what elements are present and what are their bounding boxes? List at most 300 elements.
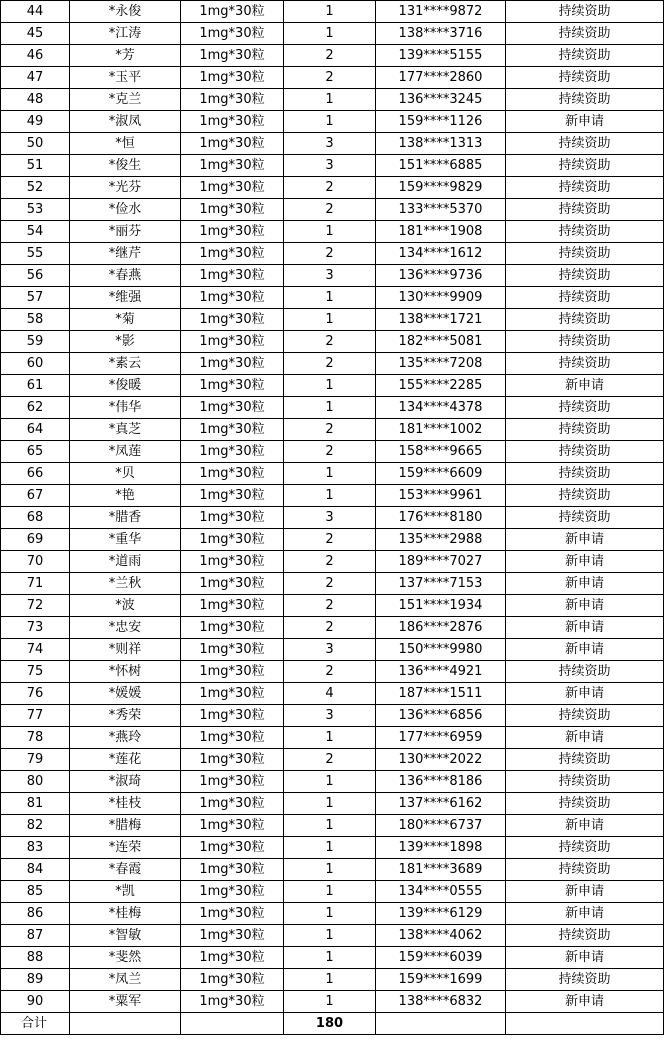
phone-number: 139****1898 <box>376 837 506 859</box>
total-row <box>1 1013 664 1035</box>
drug-spec: 1mg*30粒 <box>181 243 284 265</box>
phone-number: 159****6039 <box>376 947 506 969</box>
patient-name: *道雨 <box>70 551 181 573</box>
drug-spec: 1mg*30粒 <box>181 507 284 529</box>
phone-number: 182****5081 <box>376 331 506 353</box>
quantity: 3 <box>284 133 376 155</box>
phone-number: 135****7208 <box>376 353 506 375</box>
row-number: 86 <box>1 903 70 925</box>
table-row <box>1 441 664 463</box>
table-row <box>1 67 664 89</box>
aid-status: 持续资助 <box>506 793 664 815</box>
row-number: 62 <box>1 397 70 419</box>
patient-name: *重华 <box>70 529 181 551</box>
quantity: 2 <box>284 441 376 463</box>
row-number: 83 <box>1 837 70 859</box>
total-empty-cell <box>376 1013 506 1035</box>
patient-name: *俭水 <box>70 199 181 221</box>
aid-status: 持续资助 <box>506 463 664 485</box>
table-row <box>1 551 664 573</box>
drug-spec: 1mg*30粒 <box>181 111 284 133</box>
phone-number: 159****9829 <box>376 177 506 199</box>
quantity: 1 <box>284 287 376 309</box>
row-number: 49 <box>1 111 70 133</box>
patient-name: *丽芬 <box>70 221 181 243</box>
row-number: 77 <box>1 705 70 727</box>
drug-spec: 1mg*30粒 <box>181 331 284 353</box>
patient-name: *粟军 <box>70 991 181 1013</box>
patient-name: *素云 <box>70 353 181 375</box>
phone-number: 137****7153 <box>376 573 506 595</box>
quantity: 3 <box>284 155 376 177</box>
drug-spec: 1mg*30粒 <box>181 287 284 309</box>
patient-name: *波 <box>70 595 181 617</box>
quantity: 2 <box>284 595 376 617</box>
quantity: 1 <box>284 881 376 903</box>
patient-name: *伟华 <box>70 397 181 419</box>
table-row <box>1 925 664 947</box>
drug-spec: 1mg*30粒 <box>181 309 284 331</box>
table-row <box>1 771 664 793</box>
row-number: 53 <box>1 199 70 221</box>
row-number: 82 <box>1 815 70 837</box>
quantity: 2 <box>284 529 376 551</box>
quantity: 1 <box>284 947 376 969</box>
phone-number: 176****8180 <box>376 507 506 529</box>
total-empty-cell <box>70 1013 181 1035</box>
patient-name: *影 <box>70 331 181 353</box>
row-number: 72 <box>1 595 70 617</box>
quantity: 1 <box>284 1 376 23</box>
phone-number: 138****3716 <box>376 23 506 45</box>
aid-status: 新申请 <box>506 881 664 903</box>
table-row <box>1 639 664 661</box>
row-number: 78 <box>1 727 70 749</box>
table-row <box>1 749 664 771</box>
aid-status: 持续资助 <box>506 837 664 859</box>
drug-spec: 1mg*30粒 <box>181 749 284 771</box>
drug-spec: 1mg*30粒 <box>181 441 284 463</box>
aid-status: 持续资助 <box>506 353 664 375</box>
drug-spec: 1mg*30粒 <box>181 67 284 89</box>
row-number: 90 <box>1 991 70 1013</box>
drug-spec: 1mg*30粒 <box>181 221 284 243</box>
aid-status: 持续资助 <box>506 287 664 309</box>
drug-spec: 1mg*30粒 <box>181 375 284 397</box>
aid-status: 持续资助 <box>506 485 664 507</box>
drug-spec: 1mg*30粒 <box>181 199 284 221</box>
row-number: 69 <box>1 529 70 551</box>
table-row <box>1 287 664 309</box>
aid-status: 新申请 <box>506 617 664 639</box>
row-number: 80 <box>1 771 70 793</box>
drug-spec: 1mg*30粒 <box>181 771 284 793</box>
patient-name: *兰秋 <box>70 573 181 595</box>
aid-status: 持续资助 <box>506 331 664 353</box>
phone-number: 134****0555 <box>376 881 506 903</box>
row-number: 57 <box>1 287 70 309</box>
quantity: 1 <box>284 485 376 507</box>
aid-status: 新申请 <box>506 595 664 617</box>
aid-status: 持续资助 <box>506 925 664 947</box>
phone-number: 155****2285 <box>376 375 506 397</box>
patient-name: *怀树 <box>70 661 181 683</box>
patient-name: *贝 <box>70 463 181 485</box>
patient-name: *春燕 <box>70 265 181 287</box>
aid-status: 新申请 <box>506 947 664 969</box>
patient-name: *智敏 <box>70 925 181 947</box>
row-number: 47 <box>1 67 70 89</box>
row-number: 46 <box>1 45 70 67</box>
row-number: 85 <box>1 881 70 903</box>
table-row <box>1 463 664 485</box>
patient-name: *真芝 <box>70 419 181 441</box>
patient-name: *永俊 <box>70 1 181 23</box>
row-number: 66 <box>1 463 70 485</box>
row-number: 50 <box>1 133 70 155</box>
total-empty-cell <box>506 1013 664 1035</box>
row-number: 84 <box>1 859 70 881</box>
patient-name: *淑凤 <box>70 111 181 133</box>
phone-number: 137****6162 <box>376 793 506 815</box>
table-row <box>1 155 664 177</box>
phone-number: 159****6609 <box>376 463 506 485</box>
aid-status: 新申请 <box>506 375 664 397</box>
aid-status: 新申请 <box>506 639 664 661</box>
patient-name: *春霞 <box>70 859 181 881</box>
drug-spec: 1mg*30粒 <box>181 793 284 815</box>
drug-spec: 1mg*30粒 <box>181 705 284 727</box>
aid-status: 持续资助 <box>506 265 664 287</box>
drug-spec: 1mg*30粒 <box>181 815 284 837</box>
patient-name: *忠安 <box>70 617 181 639</box>
patient-name: *莲花 <box>70 749 181 771</box>
quantity: 2 <box>284 419 376 441</box>
row-number: 68 <box>1 507 70 529</box>
drug-spec: 1mg*30粒 <box>181 595 284 617</box>
drug-spec: 1mg*30粒 <box>181 881 284 903</box>
phone-number: 189****7027 <box>376 551 506 573</box>
phone-number: 136****6856 <box>376 705 506 727</box>
table-row <box>1 661 664 683</box>
drug-spec: 1mg*30粒 <box>181 661 284 683</box>
patient-name: *连荣 <box>70 837 181 859</box>
aid-status: 新申请 <box>506 683 664 705</box>
drug-spec: 1mg*30粒 <box>181 551 284 573</box>
phone-number: 135****2988 <box>376 529 506 551</box>
table-row <box>1 331 664 353</box>
row-number: 87 <box>1 925 70 947</box>
phone-number: 159****1126 <box>376 111 506 133</box>
row-number: 61 <box>1 375 70 397</box>
aid-status: 新申请 <box>506 529 664 551</box>
quantity: 1 <box>284 925 376 947</box>
quantity: 1 <box>284 815 376 837</box>
drug-spec: 1mg*30粒 <box>181 155 284 177</box>
drug-spec: 1mg*30粒 <box>181 485 284 507</box>
row-number: 48 <box>1 89 70 111</box>
table-row <box>1 485 664 507</box>
row-number: 79 <box>1 749 70 771</box>
table-row <box>1 353 664 375</box>
table-row <box>1 23 664 45</box>
aid-status: 新申请 <box>506 991 664 1013</box>
aid-status: 持续资助 <box>506 89 664 111</box>
phone-number: 136****8186 <box>376 771 506 793</box>
quantity: 2 <box>284 749 376 771</box>
patient-name: *腊梅 <box>70 815 181 837</box>
patient-name: *维强 <box>70 287 181 309</box>
table-row <box>1 111 664 133</box>
row-number: 89 <box>1 969 70 991</box>
phone-number: 130****9909 <box>376 287 506 309</box>
quantity: 3 <box>284 507 376 529</box>
quantity: 1 <box>284 727 376 749</box>
patient-name: *燕玲 <box>70 727 181 749</box>
patient-name: *斐然 <box>70 947 181 969</box>
phone-number: 151****1934 <box>376 595 506 617</box>
total-label: 合计 <box>1 1013 70 1035</box>
phone-number: 186****2876 <box>376 617 506 639</box>
table-row <box>1 991 664 1013</box>
patient-name: *桂枝 <box>70 793 181 815</box>
table-row <box>1 859 664 881</box>
patient-name: *继芹 <box>70 243 181 265</box>
phone-number: 134****1612 <box>376 243 506 265</box>
aid-status: 持续资助 <box>506 1 664 23</box>
drug-spec: 1mg*30粒 <box>181 727 284 749</box>
row-number: 60 <box>1 353 70 375</box>
table-row <box>1 309 664 331</box>
quantity: 2 <box>284 45 376 67</box>
patient-name: *俊生 <box>70 155 181 177</box>
patient-name: *恒 <box>70 133 181 155</box>
table-row <box>1 419 664 441</box>
patient-name: *腊香 <box>70 507 181 529</box>
aid-status: 持续资助 <box>506 661 664 683</box>
aid-status: 新申请 <box>506 573 664 595</box>
aid-status: 持续资助 <box>506 23 664 45</box>
aid-status: 新申请 <box>506 727 664 749</box>
row-number: 70 <box>1 551 70 573</box>
table-row <box>1 793 664 815</box>
quantity: 2 <box>284 331 376 353</box>
phone-number: 138****1313 <box>376 133 506 155</box>
phone-number: 159****1699 <box>376 969 506 991</box>
row-number: 58 <box>1 309 70 331</box>
table-row <box>1 45 664 67</box>
phone-number: 181****1002 <box>376 419 506 441</box>
quantity: 1 <box>284 309 376 331</box>
phone-number: 181****3689 <box>376 859 506 881</box>
table-body <box>1 1 664 1013</box>
aid-status: 持续资助 <box>506 199 664 221</box>
phone-number: 153****9961 <box>376 485 506 507</box>
phone-number: 138****1721 <box>376 309 506 331</box>
row-number: 81 <box>1 793 70 815</box>
table-row <box>1 573 664 595</box>
row-number: 52 <box>1 177 70 199</box>
table-row <box>1 1 664 23</box>
phone-number: 151****6885 <box>376 155 506 177</box>
quantity: 1 <box>284 859 376 881</box>
drug-spec: 1mg*30粒 <box>181 265 284 287</box>
aid-status: 持续资助 <box>506 177 664 199</box>
quantity: 2 <box>284 617 376 639</box>
table-row <box>1 199 664 221</box>
table-row <box>1 837 664 859</box>
aid-status: 持续资助 <box>506 749 664 771</box>
row-number: 56 <box>1 265 70 287</box>
table-row <box>1 265 664 287</box>
phone-number: 134****4378 <box>376 397 506 419</box>
patient-name: *凤莲 <box>70 441 181 463</box>
row-number: 51 <box>1 155 70 177</box>
drug-spec: 1mg*30粒 <box>181 617 284 639</box>
quantity: 2 <box>284 573 376 595</box>
phone-number: 139****6129 <box>376 903 506 925</box>
quantity: 3 <box>284 705 376 727</box>
patient-name: *秀荣 <box>70 705 181 727</box>
quantity: 1 <box>284 221 376 243</box>
table-row <box>1 881 664 903</box>
phone-number: 138****6832 <box>376 991 506 1013</box>
quantity: 1 <box>284 375 376 397</box>
quantity: 1 <box>284 89 376 111</box>
patient-name: *光芬 <box>70 177 181 199</box>
table-row <box>1 89 664 111</box>
phone-number: 150****9980 <box>376 639 506 661</box>
drug-spec: 1mg*30粒 <box>181 419 284 441</box>
drug-spec: 1mg*30粒 <box>181 1 284 23</box>
table-row <box>1 617 664 639</box>
phone-number: 187****1511 <box>376 683 506 705</box>
drug-spec: 1mg*30粒 <box>181 903 284 925</box>
row-number: 88 <box>1 947 70 969</box>
patient-name: *江涛 <box>70 23 181 45</box>
phone-number: 177****2860 <box>376 67 506 89</box>
quantity: 1 <box>284 111 376 133</box>
table-row <box>1 683 664 705</box>
aid-status: 持续资助 <box>506 859 664 881</box>
phone-number: 138****4062 <box>376 925 506 947</box>
phone-number: 181****1908 <box>376 221 506 243</box>
patient-name: *凤兰 <box>70 969 181 991</box>
table-row <box>1 705 664 727</box>
row-number: 45 <box>1 23 70 45</box>
quantity: 2 <box>284 661 376 683</box>
table-row <box>1 397 664 419</box>
quantity: 2 <box>284 199 376 221</box>
quantity: 3 <box>284 265 376 287</box>
table-row <box>1 727 664 749</box>
table-row <box>1 133 664 155</box>
drug-spec: 1mg*30粒 <box>181 177 284 199</box>
drug-spec: 1mg*30粒 <box>181 947 284 969</box>
quantity: 1 <box>284 903 376 925</box>
patient-name: *菊 <box>70 309 181 331</box>
quantity: 2 <box>284 353 376 375</box>
phone-number: 136****9736 <box>376 265 506 287</box>
quantity: 2 <box>284 243 376 265</box>
aid-status: 持续资助 <box>506 221 664 243</box>
drug-spec: 1mg*30粒 <box>181 397 284 419</box>
patient-name: *芳 <box>70 45 181 67</box>
quantity: 1 <box>284 23 376 45</box>
row-number: 44 <box>1 1 70 23</box>
drug-spec: 1mg*30粒 <box>181 859 284 881</box>
aid-status: 持续资助 <box>506 771 664 793</box>
phone-number: 158****9665 <box>376 441 506 463</box>
row-number: 59 <box>1 331 70 353</box>
phone-number: 136****3245 <box>376 89 506 111</box>
patient-name: *俊暖 <box>70 375 181 397</box>
quantity: 1 <box>284 397 376 419</box>
table-row <box>1 529 664 551</box>
aid-status: 持续资助 <box>506 45 664 67</box>
drug-spec: 1mg*30粒 <box>181 969 284 991</box>
drug-spec: 1mg*30粒 <box>181 23 284 45</box>
drug-spec: 1mg*30粒 <box>181 89 284 111</box>
aid-status: 持续资助 <box>506 67 664 89</box>
row-number: 67 <box>1 485 70 507</box>
quantity: 3 <box>284 639 376 661</box>
table-row <box>1 507 664 529</box>
patient-name: *桂梅 <box>70 903 181 925</box>
total-quantity: 180 <box>284 1013 376 1035</box>
aid-status: 持续资助 <box>506 155 664 177</box>
drug-spec: 1mg*30粒 <box>181 463 284 485</box>
patient-name: *则祥 <box>70 639 181 661</box>
drug-spec: 1mg*30粒 <box>181 353 284 375</box>
phone-number: 177****6959 <box>376 727 506 749</box>
quantity: 2 <box>284 551 376 573</box>
patient-name: *凯 <box>70 881 181 903</box>
patient-name: *玉平 <box>70 67 181 89</box>
aid-status: 新申请 <box>506 111 664 133</box>
drug-spec: 1mg*30粒 <box>181 573 284 595</box>
row-number: 76 <box>1 683 70 705</box>
phone-number: 131****9872 <box>376 1 506 23</box>
row-number: 71 <box>1 573 70 595</box>
row-number: 75 <box>1 661 70 683</box>
table-row <box>1 177 664 199</box>
table-row <box>1 243 664 265</box>
table-row <box>1 969 664 991</box>
aid-status: 持续资助 <box>506 705 664 727</box>
aid-status: 持续资助 <box>506 243 664 265</box>
table-row <box>1 595 664 617</box>
patient-name: *媛媛 <box>70 683 181 705</box>
row-number: 64 <box>1 419 70 441</box>
quantity: 1 <box>284 463 376 485</box>
aid-status: 持续资助 <box>506 419 664 441</box>
aid-status: 持续资助 <box>506 133 664 155</box>
row-number: 54 <box>1 221 70 243</box>
drug-spec: 1mg*30粒 <box>181 529 284 551</box>
drug-spec: 1mg*30粒 <box>181 925 284 947</box>
quantity: 1 <box>284 793 376 815</box>
quantity: 2 <box>284 67 376 89</box>
phone-number: 136****4921 <box>376 661 506 683</box>
drug-spec: 1mg*30粒 <box>181 639 284 661</box>
aid-status: 新申请 <box>506 903 664 925</box>
aid-status: 持续资助 <box>506 309 664 331</box>
row-number: 55 <box>1 243 70 265</box>
table-row <box>1 947 664 969</box>
phone-number: 130****2022 <box>376 749 506 771</box>
patient-name: *艳 <box>70 485 181 507</box>
